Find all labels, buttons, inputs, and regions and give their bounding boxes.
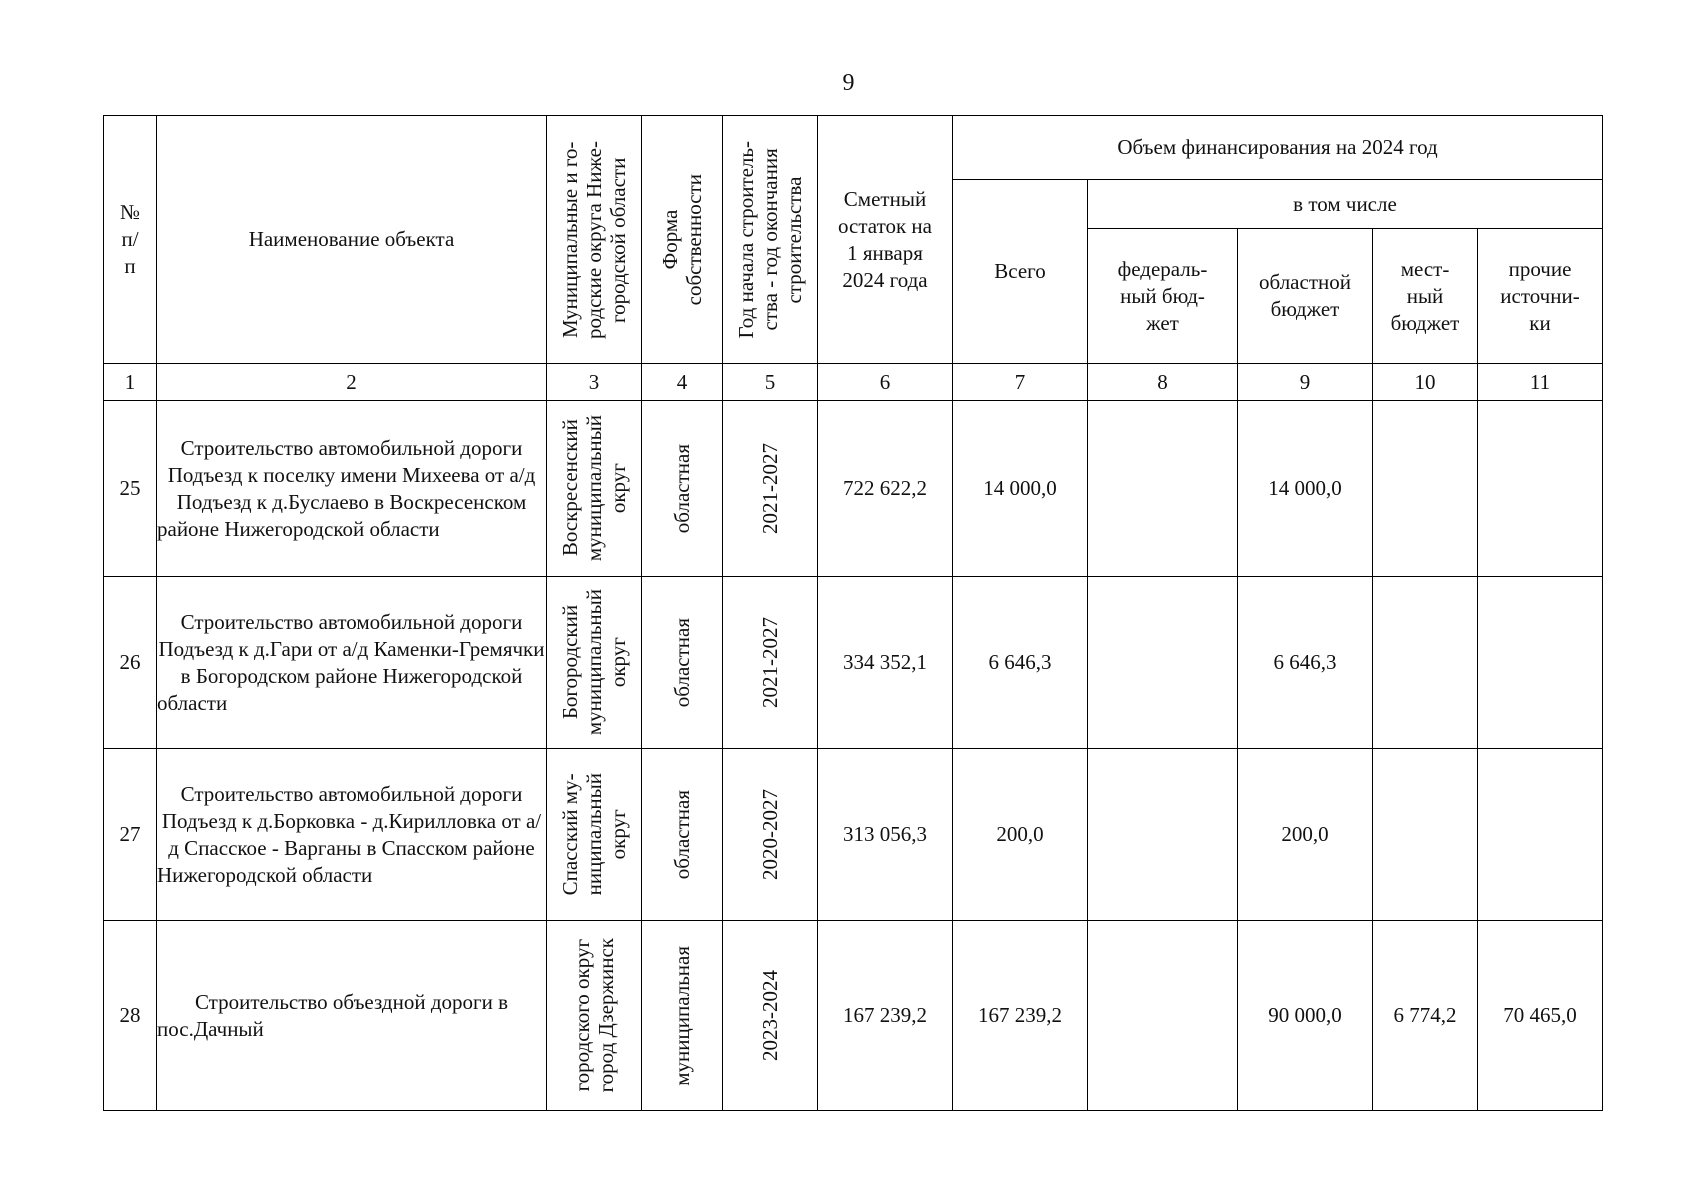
other-value: 70 465,0: [1478, 921, 1603, 1111]
remaining-value: 313 056,3: [818, 749, 953, 921]
header-other: прочие источни- ки: [1478, 229, 1603, 364]
row-number: 26: [104, 577, 157, 749]
district-text: городского округ город Дзержинск: [570, 938, 618, 1093]
years-text: 2023-2024: [758, 970, 782, 1061]
column-number: 2: [157, 364, 547, 401]
remaining-value: 722 622,2: [818, 401, 953, 577]
table-row: [104, 401, 1603, 577]
district-text: Спасский му- ниципальный округ: [558, 773, 630, 896]
years-text: 2021-2027: [758, 443, 782, 534]
other-value: [1478, 749, 1603, 921]
years-cell: [723, 749, 818, 921]
other-value: [1478, 577, 1603, 749]
header-regional: областной бюджет: [1238, 229, 1373, 364]
row-number: 28: [104, 921, 157, 1111]
total-value: 14 000,0: [953, 401, 1088, 577]
federal-value: [1088, 749, 1238, 921]
ownership-text: областная: [670, 789, 694, 880]
table-row: [104, 921, 1603, 1111]
header-district: Муниципальные и го- родские округа Ниже- городской области: [547, 116, 642, 364]
district-text: Воскресенский муниципальный округ: [558, 415, 630, 562]
row-number: 27: [104, 749, 157, 921]
header-federal: федераль- ный бюд- жет: [1088, 229, 1238, 364]
page-number: 9: [842, 70, 855, 96]
object-name: Строительство автомобильной дороги Подъезд к поселку имени Михеева от а/д Подъезд к д.Буслаево в Воскресенском районе Нижегородской области: [157, 401, 547, 577]
header-remaining: Сметный остаток на 1 января 2024 года: [818, 116, 953, 364]
header-object-name: Наименование объекта: [157, 116, 547, 364]
header-including: в том числе: [1088, 180, 1603, 229]
object-name: Строительство автомобильной дороги Подъезд к д.Борковка - д.Кирилловка от а/д Спасское - Варганы в Спасском районе Нижегородской области: [157, 749, 547, 921]
federal-value: [1088, 577, 1238, 749]
total-value: 200,0: [953, 749, 1088, 921]
local-value: [1373, 749, 1478, 921]
total-value: 6 646,3: [953, 577, 1088, 749]
column-number: 5: [723, 364, 818, 401]
header-local: мест- ный бюджет: [1373, 229, 1478, 364]
column-number: 1: [104, 364, 157, 401]
financing-table: [103, 115, 1603, 1111]
ownership-text: областная: [670, 617, 694, 708]
ownership-text: муниципальная: [670, 945, 694, 1086]
years-cell: [723, 921, 818, 1111]
column-number: 4: [642, 364, 723, 401]
total-value: 167 239,2: [953, 921, 1088, 1111]
regional-value: 14 000,0: [1238, 401, 1373, 577]
local-value: [1373, 401, 1478, 577]
header-years: Год начала строитель- ства - год окончания строительства: [723, 116, 818, 364]
regional-value: 6 646,3: [1238, 577, 1373, 749]
header-ownership: Форма собственности: [642, 116, 723, 364]
district-text: Богородский муниципальный округ: [558, 589, 630, 736]
ownership-cell: [642, 921, 723, 1111]
other-value: [1478, 401, 1603, 577]
column-number: 8: [1088, 364, 1238, 401]
column-number: 3: [547, 364, 642, 401]
district-cell: [547, 577, 642, 749]
ownership-cell: [642, 401, 723, 577]
header-num: № п/ п: [104, 116, 157, 364]
column-number: 7: [953, 364, 1088, 401]
regional-value: 90 000,0: [1238, 921, 1373, 1111]
column-number: 6: [818, 364, 953, 401]
column-number-row: [104, 364, 1603, 401]
column-number: 9: [1238, 364, 1373, 401]
ownership-text: областная: [670, 443, 694, 534]
column-number: 11: [1478, 364, 1603, 401]
district-cell: [547, 749, 642, 921]
row-number: 25: [104, 401, 157, 577]
years-text: 2021-2027: [758, 617, 782, 708]
local-value: [1373, 577, 1478, 749]
district-cell: [547, 921, 642, 1111]
remaining-value: 334 352,1: [818, 577, 953, 749]
years-text: 2020-2027: [758, 789, 782, 880]
federal-value: [1088, 921, 1238, 1111]
federal-value: [1088, 401, 1238, 577]
regional-value: 200,0: [1238, 749, 1373, 921]
header-financing-group: Объем финансирования на 2024 год: [953, 116, 1603, 180]
ownership-cell: [642, 749, 723, 921]
ownership-cell: [642, 577, 723, 749]
remaining-value: 167 239,2: [818, 921, 953, 1111]
header-row-1: [104, 116, 1603, 180]
table-row: [104, 749, 1603, 921]
local-value: 6 774,2: [1373, 921, 1478, 1111]
district-cell: [547, 401, 642, 577]
object-name: Строительство объездной дороги в пос.Дачный: [157, 921, 547, 1111]
header-total: Всего: [953, 180, 1088, 364]
years-cell: [723, 577, 818, 749]
column-number: 10: [1373, 364, 1478, 401]
years-cell: [723, 401, 818, 577]
table-row: [104, 577, 1603, 749]
object-name: Строительство автомобильной дороги Подъезд к д.Гари от а/д Каменки-Гремячки в Богородском районе Нижегородской области: [157, 577, 547, 749]
